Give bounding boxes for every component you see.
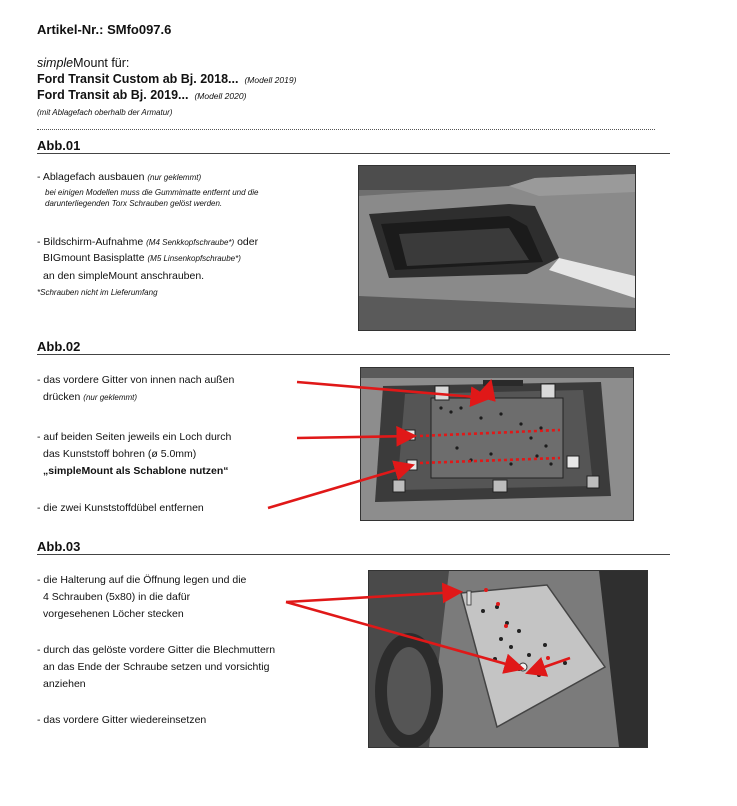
section-title-abb03: Abb.03 <box>37 539 81 554</box>
abb01-step1-note: (nur geklemmt) <box>147 173 202 182</box>
arrow-screws-bottom <box>286 602 520 668</box>
model-1-text: Ford Transit Custom ab Bj. 2018... <box>37 72 239 86</box>
abb01-step2-a-end: oder <box>237 236 259 248</box>
abb03-step1-line1: - die Halterung auf die Öffnung legen und die <box>37 574 247 586</box>
model-2-text: Ford Transit ab Bj. 2019... <box>37 88 189 102</box>
abb02-step2-line2: das Kunststoff bohren (ø 5.0mm) <box>43 448 197 460</box>
header-note: (mit Ablagefach oberhalb der Armatur) <box>37 108 173 117</box>
abb03-step2-line1: - durch das gelöste vordere Gitter die Blechmuttern <box>37 644 276 656</box>
arrow-push-grille <box>297 382 486 398</box>
dotted-line-lower <box>420 458 560 463</box>
arrow-drill-hole <box>297 436 412 438</box>
abb03-step1-line3: vorgesehenen Löcher stecken <box>43 608 184 620</box>
abb01-step2-b: BIGmount Basisplatte <box>43 252 145 264</box>
abb02-step1-line1: - das vordere Gitter von innen nach außen <box>37 374 235 386</box>
abb03-step3: - das vordere Gitter wiedereinsetzen <box>37 714 207 726</box>
red-dot <box>504 624 508 628</box>
abb02-step1-b: drücken <box>43 391 81 403</box>
abb02-step2-line3: „simpleMount als Schablone nutzen“ <box>43 465 229 477</box>
model-2-note: (Modell 2020) <box>194 91 247 101</box>
article-number: Artikel-Nr.: SMfo097.6 <box>37 22 172 37</box>
abb01-step1-sub1: bei einigen Modellen muss die Gummimatte entfernt und die <box>45 188 259 197</box>
abb01-step2-a-note: (M4 Senkkopfschraube*) <box>146 238 235 247</box>
simple-italic: simple <box>37 56 74 70</box>
abb01-step2-b-note: (M5 Linsenkopfschraube*) <box>147 254 241 263</box>
abb03-step1-line2: 4 Schrauben (5x80) in die dafür <box>43 591 191 603</box>
arrow-screw-right <box>530 658 570 672</box>
abb03-step2-line3: anziehen <box>43 678 86 690</box>
abb02-step2-line1: - auf beiden Seiten jeweils ein Loch durch <box>37 431 232 443</box>
abb01-step1-text: - Ablagefach ausbauen <box>37 171 145 183</box>
arrow-remove-dowels <box>268 466 410 508</box>
abb03-step2-line2: an das Ende der Schraube setzen und vorsichtig <box>43 661 270 673</box>
abb01-step2-line3: an den simpleMount anschrauben. <box>43 270 205 282</box>
red-dot <box>496 602 500 606</box>
abb01-footnote: *Schrauben nicht im Lieferumfang <box>37 288 158 297</box>
arrow-push-grille-tip <box>486 384 490 398</box>
section-title-abb01: Abb.01 <box>37 138 81 153</box>
simple-rest: Mount für: <box>73 56 130 70</box>
model-1-note: (Modell 2019) <box>244 75 297 85</box>
abb02-step3: - die zwei Kunststoffdübel entfernen <box>37 502 204 514</box>
section-title-abb02: Abb.02 <box>37 339 81 354</box>
abb02-step1-note: (nur geklemmt) <box>83 393 138 402</box>
red-dot <box>546 656 550 660</box>
dotted-line-upper <box>420 430 560 436</box>
abb01-step1-sub2: darunterliegenden Torx Schrauben gelöst werden. <box>45 199 223 208</box>
abb01-step2-a: - Bildschirm-Aufnahme <box>37 236 144 248</box>
red-dot <box>484 588 488 592</box>
arrow-screws-top <box>286 592 458 602</box>
